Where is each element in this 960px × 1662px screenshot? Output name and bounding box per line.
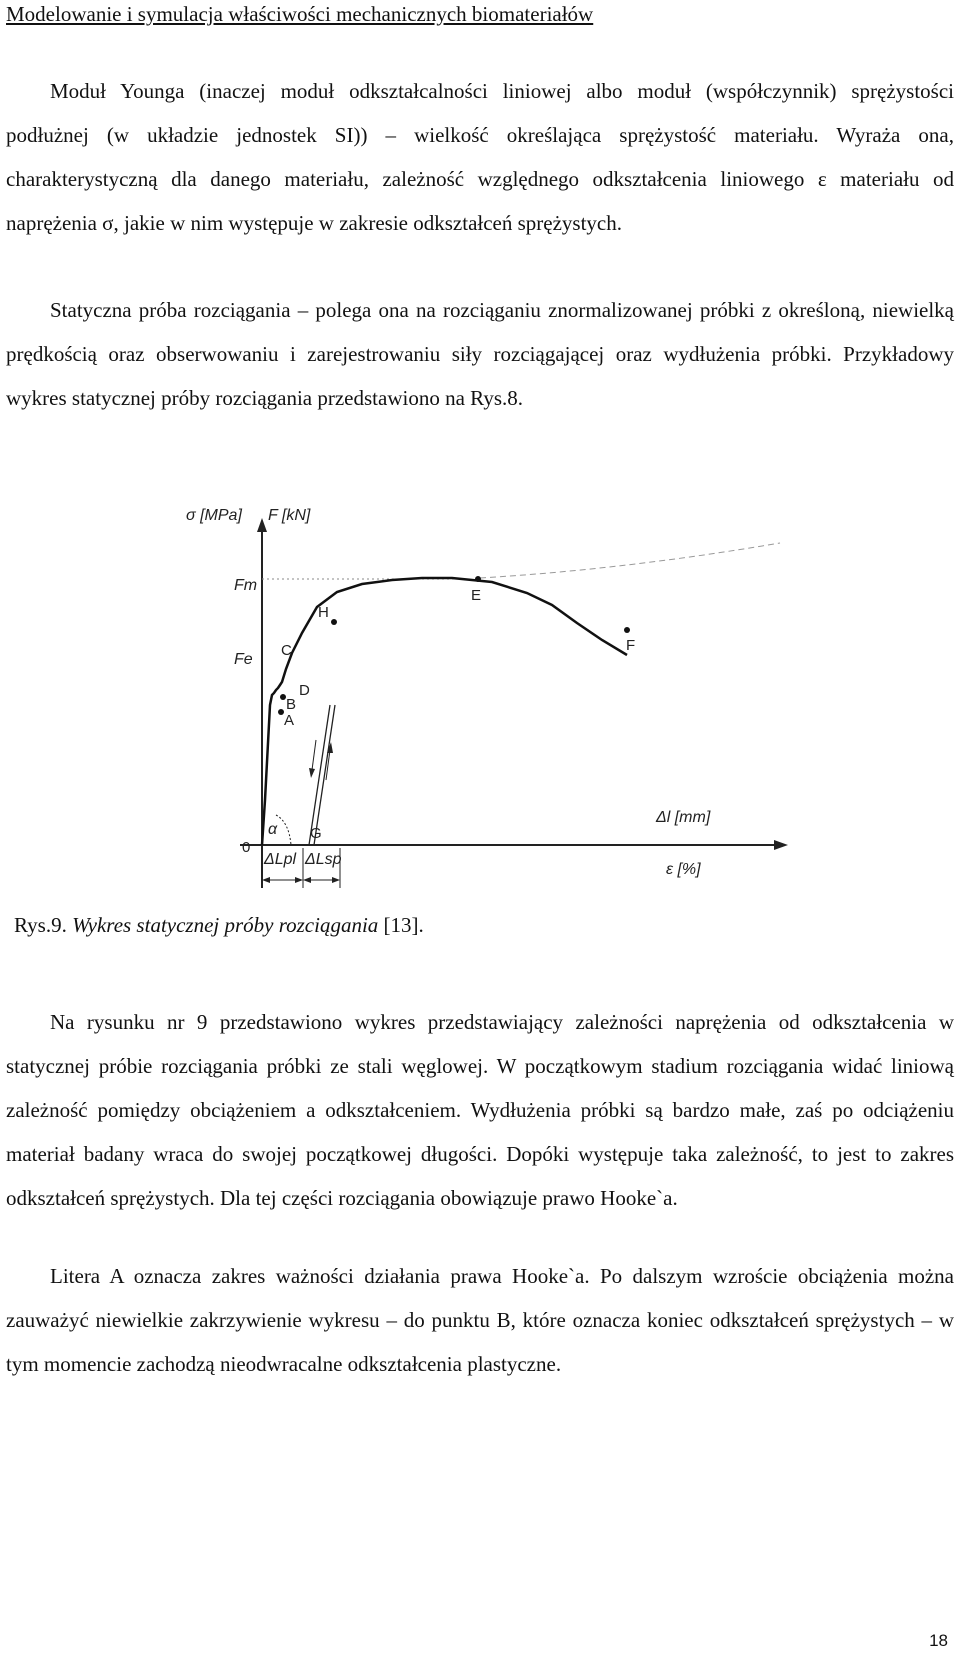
page-number: 18 (929, 1631, 948, 1650)
dim-arrow-sp-left (303, 877, 311, 883)
point-c-label: C (281, 642, 292, 659)
paragraph-figure-description: Na rysunku nr 9 przedstawiono wykres przedstawiający zależności naprężenia od odkształcenia w statycznej próbie rozciągania próbki ze stali węglowej. W początkowym stadium rozciągania widać liniową zależność pomiędzy obciążeniem a odkształceniem. Wydłużenia próbki są bardzo małe, zaś po odciążeniu materiał badany wraca do swojej początkowej długości. Dopóki występuje taka zależność, to jest to zakres odkształceń sprężystych. Dla tej części rozciągania obowiązuje prawo Hooke`a. (6, 1010, 954, 1210)
fe-label: Fe (234, 651, 253, 668)
x-axis-arrow (774, 840, 788, 850)
paragraph-young-modulus: Moduł Younga (inaczej moduł odkształcalności liniowej albo moduł (współczynnik) sprężystości podłużnej (w układzie jednostek SI)) – wielkość określająca sprężystość materiału. Wyraża ona, charakterystyczną dla danego materiału, zależność względnego odkształcenia liniowego ε materiału od naprężenia σ, jakie w nim występuje w zakresie odkształceń sprężystych. (6, 79, 954, 235)
paragraph-hooke-range: Litera A oznacza zakres ważności działania prawa Hooke`a. Po dalszym wzroście obciążenia można zauważyć niewielkie zakrzywienie wykresu – do punktu B, które oznacza koniec odkształceń sprężystych – w tym momencie zachodzą nieodwracalne odkształcenia plastyczne. (6, 1264, 954, 1376)
y-axis-arrow (257, 518, 267, 532)
point-b-label: B (286, 696, 297, 713)
sigma-axis-label: σ [MPa] (186, 507, 242, 524)
alpha-arc (276, 815, 291, 845)
dim-arrow-sp-right (332, 877, 340, 883)
point-a-label: A (284, 712, 295, 729)
delta-l-axis-label: Δl [mm] (656, 809, 711, 826)
extrapolated-curve (480, 543, 780, 578)
caption-ref: [13]. (378, 913, 424, 937)
caption-prefix: Rys.9. (14, 913, 73, 937)
unloading-line-2 (314, 705, 335, 845)
point-g-label: G (310, 825, 322, 842)
point-e-label: E (471, 587, 482, 604)
stress-strain-curve (262, 578, 627, 845)
point-h-label: H (318, 604, 329, 621)
point-d-label: D (299, 682, 310, 699)
unload-arrow-down-head (309, 768, 315, 778)
unload-arrow-down (312, 740, 316, 770)
point-f-marker (624, 627, 630, 633)
fm-label: Fm (234, 577, 258, 594)
dim-arrow-pl-left (262, 877, 270, 883)
point-f-label: F (626, 637, 636, 654)
dim-arrow-pl-right (295, 877, 303, 883)
epsilon-axis-label: ε [%] (666, 861, 701, 878)
delta-lsp-label: ΔLsp (305, 851, 342, 868)
paragraph-tensile-test: Statyczna próba rozciągania – polega ona na rozciąganiu znormalizowanej próbki z określoną, niewielką prędkością oraz obserwowaniu i zarejestrowaniu siły rozciągającej oraz wydłużenia próbki. Przykładowy wykres statycznej próby rozciągania przedstawiono na Rys.8. (6, 298, 954, 410)
unload-arrow-up-head (327, 742, 333, 753)
force-axis-label: F [kN] (268, 507, 311, 524)
caption-title: Wykres statycznej próby rozciągania (72, 913, 379, 937)
point-h-marker (331, 619, 337, 625)
point-e-marker (475, 576, 481, 582)
running-header: Modelowanie i symulacja właściwości mechanicznych biomateriałów (6, 2, 594, 26)
figure-caption (14, 913, 424, 938)
origin-label: 0 (242, 839, 251, 856)
delta-lpl-label: ΔLpl (264, 851, 297, 868)
alpha-label: α (268, 821, 278, 838)
